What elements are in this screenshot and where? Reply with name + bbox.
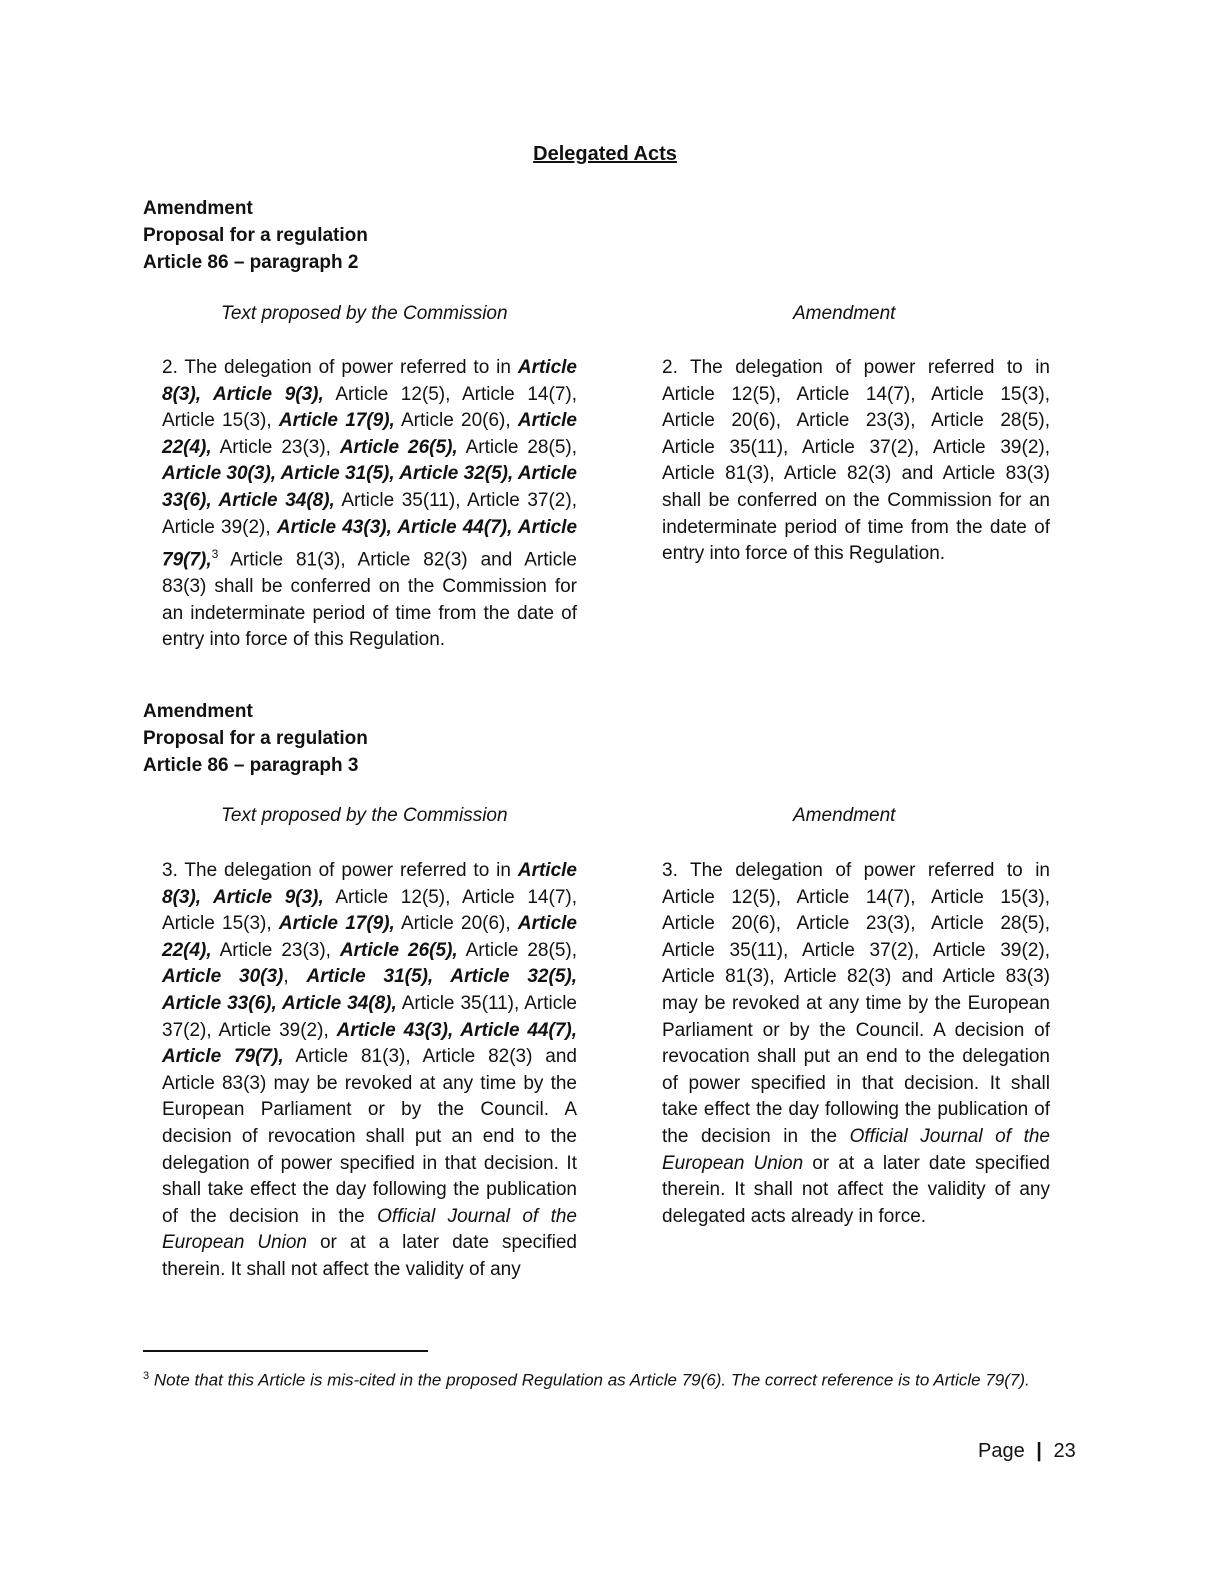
article-reference: Article 86 – paragraph 2 — [143, 252, 359, 273]
article-reference-emphasis: Article 26(5), — [339, 939, 458, 961]
page-label: Page — [978, 1440, 1025, 1462]
text-run: or at a later date specified therein. It shall not affect the validity of any — [162, 1232, 577, 1280]
article-reference-emphasis: Article 43(3), Article 44(7), Article 79(7), — [162, 516, 578, 571]
text-run: Article 20(6), — [394, 410, 518, 432]
text-run: Article 81(3), Article 82(3) and Article 83(3) may be revoked at any time by the European Parliament or by the Council. A decision of revocation shall put an end to the delegation of power specified in that decision. It shall take effect the day following the publication of the decision in the — [162, 1046, 577, 1227]
footnote-reference: 3 — [211, 547, 219, 562]
text-run: Article 35(11), Article 37(2), Article 39(2), — [162, 489, 577, 538]
text-run: Article 20(6), — [394, 913, 518, 935]
page-separator: | — [1036, 1440, 1042, 1462]
footnote-marker: 3 — [143, 1370, 150, 1382]
article-reference-emphasis: Article 8(3), Article 9(3), — [162, 860, 577, 908]
article-reference-emphasis: Article 8(3), Article 9(3), — [162, 357, 577, 405]
footnote-separator — [143, 1350, 428, 1352]
footnote-text: Note that this Article is mis-cited in the proposed Regulation as Article 79(6). The correct reference is to Article 79(7). — [153, 1370, 1030, 1390]
commission-text-header: Text proposed by the Commission — [221, 805, 508, 826]
article-reference-emphasis: Article 22(4), — [162, 913, 577, 961]
journal-title: Official Journal of the European Union — [162, 1205, 577, 1254]
article-reference-emphasis: Article 17(9), — [278, 410, 395, 432]
page-number: 23 — [1053, 1440, 1076, 1462]
page-number-footer — [978, 1440, 1076, 1463]
text-run: Article 23(3), — [211, 436, 340, 458]
article-reference-emphasis: Article 26(5), — [339, 436, 458, 458]
text-run: Article 12(5), Article 14(7), Article 15(3), — [162, 886, 577, 935]
proposal-label: Proposal for a regulation — [143, 225, 368, 246]
amendment-column-header: Amendment — [793, 303, 896, 324]
journal-title: Official Journal of the European Union — [662, 1125, 1050, 1174]
article-reference-emphasis: Article 43(3), Article 44(7), Article 79(7), — [162, 1019, 578, 1068]
text-run: , — [283, 966, 307, 988]
article-reference-emphasis: Article 22(4), — [162, 410, 577, 458]
amendment-text-paragraph — [662, 858, 1050, 1230]
amendment-text-paragraph — [662, 355, 1050, 568]
section-title: Delegated Acts — [533, 143, 677, 165]
text-run: 3. The delegation of power referred to in — [162, 860, 518, 881]
article-reference-emphasis: Article 30(3) — [162, 966, 284, 988]
proposal-label: Proposal for a regulation — [143, 728, 368, 749]
article-reference-emphasis: Article 30(3), Article 31(5), Article 32(5), Article 33(6), Article 34(8), — [162, 463, 577, 511]
text-run: Article 28(5), — [457, 939, 578, 961]
text-run: 3. The delegation of power referred to in Article 12(5), Article 14(7), Article 15(3), Article 20(6), Article 23(3), Article 28(5), Article 35(11), Article 37(2), Article 39(2), Article 81(3), Article 82(3) and Article 83(3) may be revoked at any time by the European Parliament or by the Council. A decision of revocation shall put an end to the delegation of power specified in that decision. It shall take effect the day following the publication of the decision in the — [662, 860, 1050, 1147]
amendment-column-header: Amendment — [793, 805, 896, 826]
text-run: Article 35(11), Article 37(2), Article 39(2), — [162, 992, 577, 1041]
commission-text-paragraph — [162, 355, 577, 654]
text-run: Article 12(5), Article 14(7), Article 15(3), — [162, 383, 577, 432]
text-run: Article 81(3), Article 82(3) and Article 83(3) shall be conferred on the Commission for an indeterminate period of time from the date of entry into force of this Regulation. — [162, 549, 577, 651]
article-reference: Article 86 – paragraph 3 — [143, 755, 359, 776]
text-run: or at a later date specified therein. It shall not affect the validity of any delegated acts already in force. — [662, 1152, 1050, 1227]
amendment-1-heading — [143, 195, 368, 276]
footnote — [143, 1364, 1063, 1393]
text-run: 2. The delegation of power referred to in — [162, 357, 518, 378]
amendment-label: Amendment — [143, 198, 253, 219]
commission-text-header: Text proposed by the Commission — [221, 303, 508, 324]
article-reference-emphasis: Article 17(9), — [278, 913, 395, 935]
commission-text-paragraph — [162, 858, 577, 1284]
article-reference-emphasis: Article 31(5), Article 32(5), Article 33(6), Article 34(8), — [162, 966, 577, 1014]
text-run: Article 28(5), — [457, 436, 578, 458]
text-run: Article 23(3), — [211, 939, 340, 961]
amendment-label: Amendment — [143, 701, 253, 722]
text-run: 2. The delegation of power referred to in Article 12(5), Article 14(7), Article 15(3), Article 20(6), Article 23(3), Article 28(5), Article 35(11), Article 37(2), Article 39(2), Article 81(3), Article 82(3) and Article 83(3) shall be conferred on the Commission for an indeterminate period of time from the date of entry into force of this Regulation. — [662, 357, 1050, 565]
amendment-2-heading — [143, 698, 368, 779]
